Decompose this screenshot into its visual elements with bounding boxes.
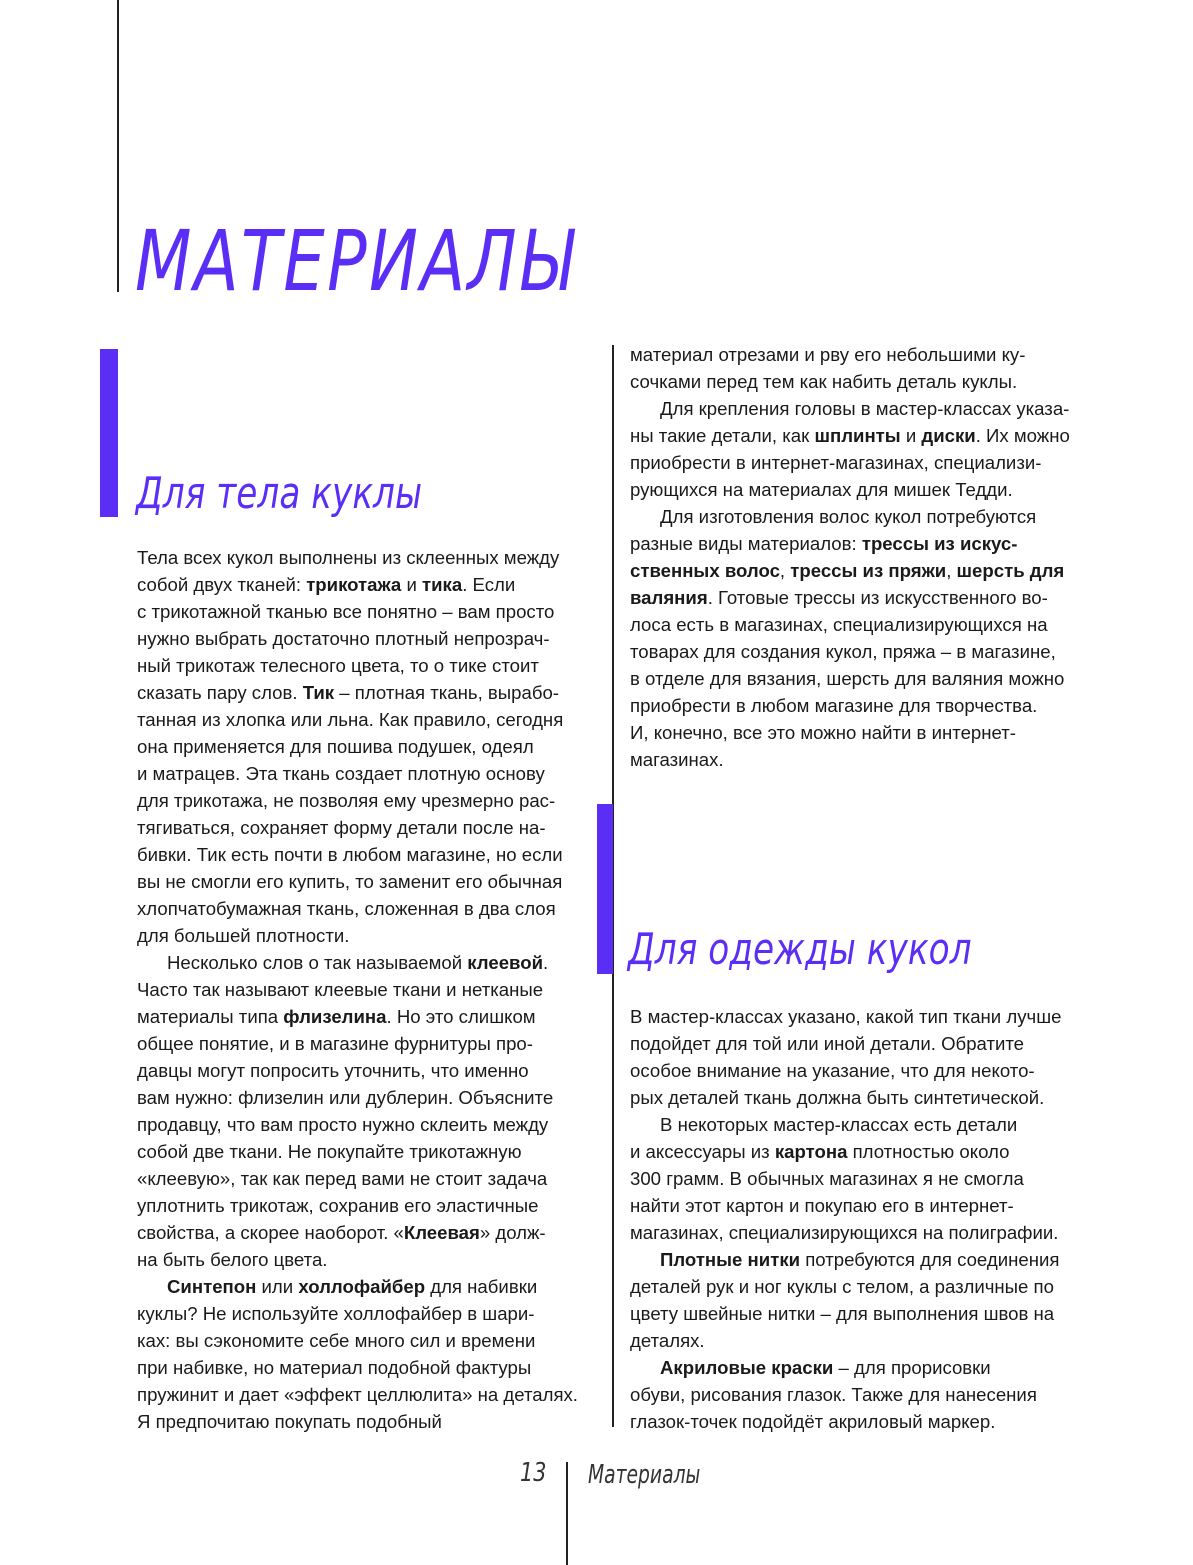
text-line: вы не смогли его купить, то заменит его обычная — [137, 871, 563, 892]
text-line: уплотнить трикотаж, сохранив его эластичные — [137, 1195, 539, 1216]
text-line: ках: вы сэкономите себе много сил и времени — [137, 1330, 536, 1351]
body-section-text — [137, 544, 577, 1435]
text-line: глазок-точек подойдёт акриловый маркер. — [630, 1411, 996, 1432]
text-line: деталей рук и ног куклы с телом, а различные по — [630, 1276, 1054, 1297]
text-line: и аксессуары из картона плотностью около — [630, 1141, 1010, 1162]
text-line: деталях. — [630, 1330, 705, 1351]
page-number: 13 — [520, 1458, 547, 1488]
text-line: Для крепления головы в мастер-классах указа- — [660, 398, 1070, 419]
text-line: В мастер-классах указано, какой тип ткани лучше — [630, 1006, 1062, 1027]
text-line: найти этот картон и покупаю его в интернет- — [630, 1195, 1014, 1216]
text-line: 300 грамм. В обычных магазинах я не смогла — [630, 1168, 1024, 1189]
text-line: она применяется для пошива подушек, одеял — [137, 736, 534, 757]
text-line: Часто так называют клеевые ткани и нетканые — [137, 979, 544, 1000]
text-line: танная из хлопка или льна. Как правило, сегодня — [137, 709, 564, 730]
accent-bar-clothes — [597, 804, 613, 974]
right-top-text — [630, 341, 1070, 773]
text-line: сказать пару слов. Тик – плотная ткань, вырабо- — [137, 682, 560, 703]
text-line: Несколько слов о так называемой клеевой. — [167, 952, 549, 973]
text-line: и матрацев. Эта ткань создает плотную основу — [137, 763, 545, 784]
left-margin-rule — [117, 0, 119, 292]
text-line: для трикотажа, не позволяя ему чрезмерно рас- — [137, 790, 556, 811]
footer-divider-rule — [566, 1462, 568, 1565]
text-line: бивки. Тик есть почти в любом магазине, но если — [137, 844, 563, 865]
text-line: ный трикотаж телесного цвета, то о тике стоит — [137, 655, 539, 676]
running-title: Материалы — [588, 1460, 701, 1490]
text-line: Для изготовления волос кукол потребуются — [660, 506, 1037, 527]
text-line: ны такие детали, как шплинты и диски. Их можно — [630, 425, 1070, 446]
section-heading-body: Для тела куклы — [136, 468, 423, 519]
text-line: собой две ткани. Не покупайте трикотажную — [137, 1141, 522, 1162]
text-line: сочками перед тем как набить деталь куклы. — [630, 371, 1018, 392]
text-line: лоса есть в магазинах, специализирующихся на — [630, 614, 1048, 635]
text-line: для большей плотности. — [137, 925, 350, 946]
text-line: обуви, рисования глазок. Также для нанесения — [630, 1384, 1037, 1405]
clothes-section-text — [630, 1003, 1070, 1435]
text-line: на быть белого цвета. — [137, 1249, 328, 1270]
text-line: общее понятие, и в магазине фурнитуры про- — [137, 1033, 533, 1054]
text-line: нужно выбрать достаточно плотный непрозрач- — [137, 628, 550, 649]
text-line: тягиваться, сохраняет форму детали после на- — [137, 817, 546, 838]
text-line: ственных волос, трессы из пряжи, шерсть для — [630, 560, 1065, 581]
section-heading-clothes: Для одежды кукол — [628, 924, 972, 975]
text-line: товарах для создания кукол, пряжа – в магазине, — [630, 641, 1056, 662]
text-line: рых деталей ткань должна быть синтетической. — [630, 1087, 1045, 1108]
text-line: приобрести в интернет-магазинах, специализи- — [630, 452, 1042, 473]
text-line: при набивке, но материал подобной фактуры — [137, 1357, 532, 1378]
text-line: валяния. Готовые трессы из искусственного во- — [630, 587, 1048, 608]
text-line: подойдет для той или иной детали. Обратите — [630, 1033, 1025, 1054]
text-line: продавцу, что вам просто нужно склеить между — [137, 1114, 549, 1135]
text-line: цвету швейные нитки – для выполнения швов на — [630, 1303, 1055, 1324]
text-line: куклы? Не используйте холлофайбер в шари- — [137, 1303, 535, 1324]
text-line: Акриловые краски – для прорисовки — [660, 1357, 991, 1378]
text-line: особое внимание на указание, что для некото- — [630, 1060, 1035, 1081]
text-line: пружинит и дает «эффект целлюлита» на деталях. — [137, 1384, 578, 1405]
text-line: свойства, а скорее наоборот. «Клеевая» долж- — [137, 1222, 546, 1243]
page-title: МАТЕРИАЛЫ — [135, 212, 576, 310]
text-line: Плотные нитки потребуются для соединения — [660, 1249, 1060, 1270]
text-line: «клеевую», так как перед вами не стоит задача — [137, 1168, 548, 1189]
text-line: магазинах, специализирующихся на полиграфии. — [630, 1222, 1059, 1243]
text-line: В некоторых мастер-классах есть детали — [660, 1114, 1018, 1135]
text-line: вам нужно: флизелин или дублерин. Объясните — [137, 1087, 554, 1108]
text-line: Синтепон или холлофайбер для набивки — [167, 1276, 538, 1297]
text-line: материалы типа флизелина. Но это слишком — [137, 1006, 536, 1027]
accent-bar-body — [100, 349, 118, 517]
text-line: хлопчатобумажная ткань, сложенная в два слоя — [137, 898, 556, 919]
text-line: с трикотажной тканью все понятно – вам просто — [137, 601, 555, 622]
text-line: давцы могут попросить уточнить, что именно — [137, 1060, 529, 1081]
text-line: рующихся на материалах для мишек Тедди. — [630, 479, 1013, 500]
text-line: Я предпочитаю покупать подобный — [137, 1411, 442, 1432]
text-line: приобрести в любом магазине для творчества. — [630, 695, 1038, 716]
text-line: в отделе для вязания, шерсть для валяния можно — [630, 668, 1065, 689]
text-line: магазинах. — [630, 749, 724, 770]
text-line: собой двух тканей: трикотажа и тика. Если — [137, 574, 516, 595]
text-line: И, конечно, все это можно найти в интернет- — [630, 722, 1016, 743]
text-line: разные виды материалов: трессы из искус- — [630, 533, 1018, 554]
text-line: материал отрезами и рву его небольшими ку- — [630, 344, 1026, 365]
text-line: Тела всех кукол выполнены из склеенных между — [137, 547, 560, 568]
